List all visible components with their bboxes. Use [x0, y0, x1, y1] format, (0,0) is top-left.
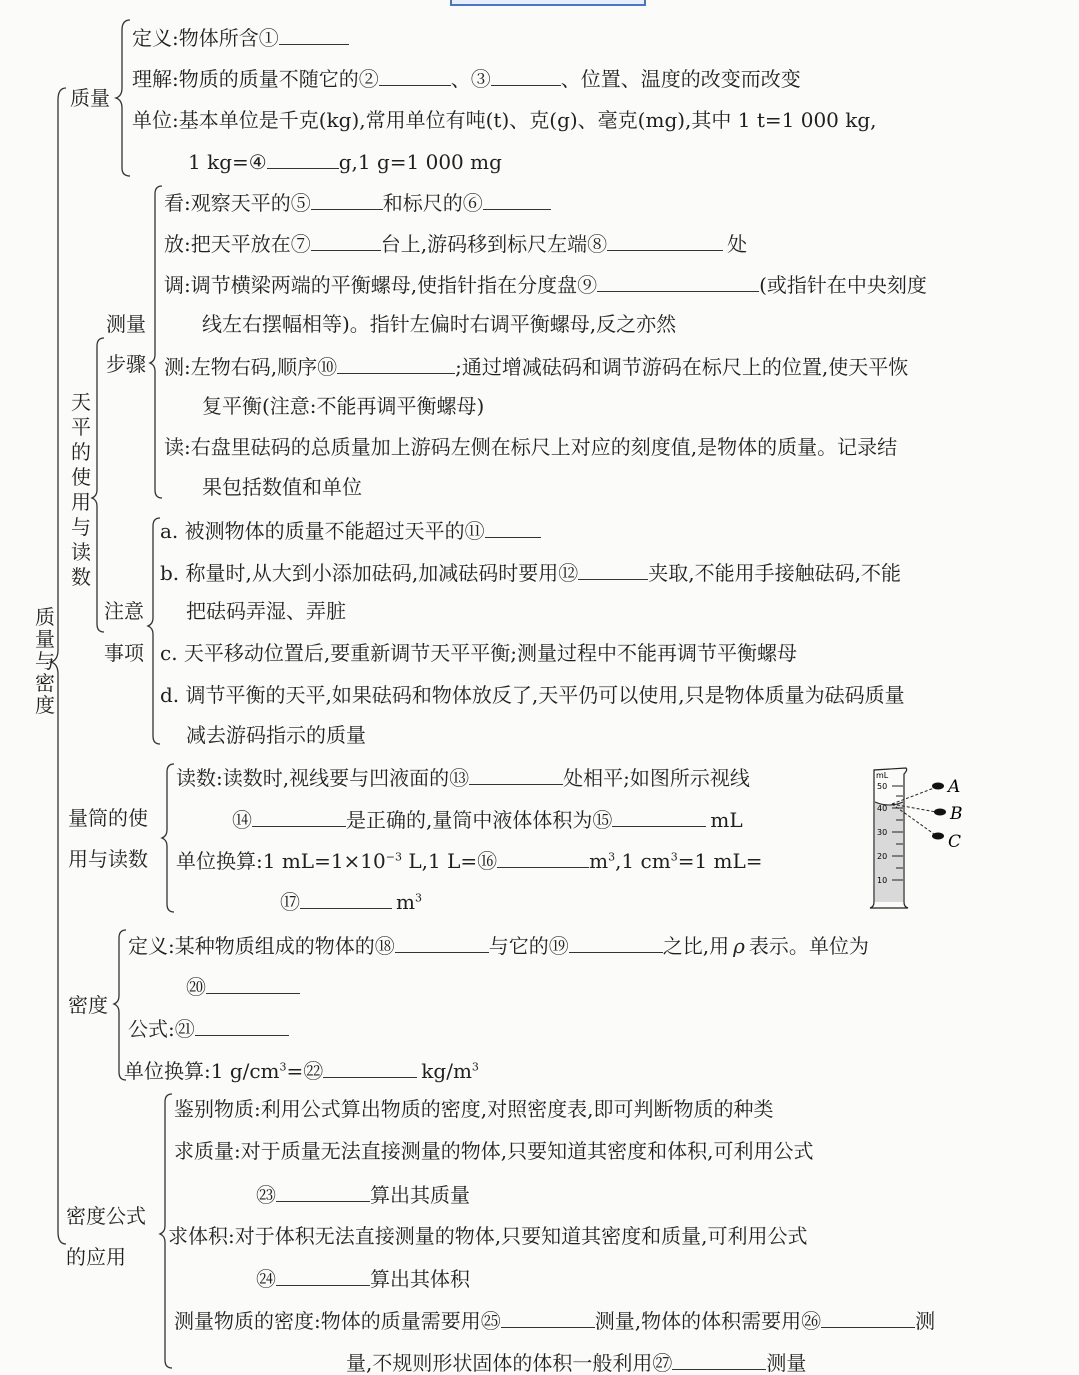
density-def-text-3: 之比,用: [662, 934, 730, 958]
blank-27[interactable]: [672, 1351, 766, 1370]
label-c: C: [948, 832, 962, 852]
step-place-text-3: 处: [727, 232, 748, 256]
graduated-cylinder-figure: [862, 764, 982, 914]
cylinder-reading-text-2: 处相平;如图所示视线: [563, 766, 750, 790]
cylinder-unit-text-1: 单位换算:1 mL=1×10: [176, 849, 386, 873]
cylinder-reading-text-3: ⑭: [232, 808, 252, 832]
mass-definition-line: [132, 26, 349, 48]
notes-title-1: 注意: [104, 599, 144, 623]
steps-bracket: [150, 186, 162, 498]
density-unit-sup-1: 3: [279, 1060, 287, 1074]
step-measure: [164, 355, 908, 377]
tick-label-40: 40: [877, 804, 888, 813]
note-d-cont: 减去游码指示的质量: [186, 723, 366, 747]
blank-9[interactable]: [597, 273, 759, 292]
note-a-text: a. 被测物体的质量不能超过天平的⑪: [160, 519, 485, 543]
step-adjust: [164, 273, 927, 295]
blank-1[interactable]: [279, 26, 349, 45]
tick-label-20: 20: [877, 852, 888, 861]
density-unit-text-2: =㉒: [286, 1059, 324, 1083]
app-measure-text-3: 测: [915, 1309, 936, 1333]
density-unit-text-1: 单位换算:1 g/cm: [124, 1059, 280, 1083]
rho-symbol: ρ: [733, 934, 745, 958]
eye-b-icon: [934, 809, 946, 816]
cylinder-unit-text-6: ⑰: [280, 890, 300, 914]
cylinder-unit-exponent: −3: [385, 850, 402, 864]
cylinder-title-2: 用与读数: [68, 847, 148, 871]
eye-a-icon: [932, 783, 944, 790]
tick-label-10: 10: [877, 876, 888, 885]
density-unit-sup-2: 3: [471, 1060, 479, 1074]
app-measure-cont: [346, 1351, 806, 1373]
app-measure-text-5: 测量: [766, 1351, 807, 1375]
cylinder-unit-text-2: L,1 L=⑯: [401, 849, 498, 873]
step-place-text-1: 放:把天平放在⑦: [164, 232, 311, 256]
blank-10[interactable]: [337, 355, 455, 374]
balance-title: 天平的使用与读数: [71, 390, 91, 589]
density-formula-text: 公式:㉑: [128, 1017, 195, 1041]
root-title: 质量与密度: [35, 605, 55, 717]
density-formula: [128, 1017, 289, 1039]
step-look: [164, 191, 551, 213]
app-measure-text-4: 量,不规则形状固体的体积一般利用㉗: [346, 1351, 673, 1375]
cylinder-unit-text-7: m: [396, 890, 415, 914]
cylinder-reading-text-1: 读数:读数时,视线要与凹液面的⑬: [176, 766, 470, 790]
blank-13[interactable]: [469, 766, 563, 785]
blank-8[interactable]: [607, 232, 723, 251]
blank-23[interactable]: [276, 1183, 370, 1202]
note-b-text-1: b. 称量时,从大到小添加砝码,加减砝码时要用⑫: [160, 561, 579, 585]
blank-20[interactable]: [206, 975, 300, 994]
note-d: d. 调节平衡的天平,如果砝码和物体放反了,天平仍可以使用,只是物体质量为砝码质量: [160, 683, 905, 707]
blank-25[interactable]: [501, 1309, 595, 1328]
cylinder-unit-sup-1: 3: [608, 850, 616, 864]
note-b-cont: 把砝码弄湿、弄脏: [186, 599, 346, 623]
cylinder-unit-sup-2: 3: [670, 850, 678, 864]
step-place: [164, 232, 747, 254]
note-b-text-2: 夹取,不能用手接触砝码,不能: [648, 561, 901, 585]
step-measure-text-1: 测:左物右码,顺序⑩: [164, 355, 338, 379]
blank-21[interactable]: [195, 1017, 289, 1036]
step-measure-cont: 复平衡(注意:不能再调平衡螺母): [202, 394, 485, 418]
cylinder-reading-text-4: 是正确的,量筒中液体体积为⑮: [346, 808, 613, 832]
steps-title-2: 步骤: [106, 352, 146, 376]
mass-unit-line-2: [188, 150, 502, 172]
mass-understanding-text-3: 、位置、温度的改变而改变: [560, 67, 801, 91]
app-volume: 求体积:对于体积无法直接测量的物体,只要知道其密度和质量,可利用公式: [168, 1224, 808, 1248]
mass-title: 质量: [70, 86, 110, 110]
cylinder-unit-cont: [280, 890, 422, 912]
blank-12[interactable]: [578, 561, 648, 580]
blank-22[interactable]: [323, 1059, 417, 1078]
density-def-text-2: 与它的⑲: [488, 934, 569, 958]
blank-24[interactable]: [276, 1267, 370, 1286]
app-volume-cont: [256, 1267, 470, 1289]
density-definition-cont: [186, 975, 300, 997]
step-look-text-2: 和标尺的⑥: [382, 191, 483, 215]
app-volume-text-a: ㉔: [256, 1267, 276, 1291]
step-measure-text-2: ;通过增减砝码和调节游码在标尺上的位置,使天平恢: [455, 355, 909, 379]
cylinder-unit-text-4: ,1 cm: [615, 849, 671, 873]
app-identify: 鉴别物质:利用公式算出物质的密度,对照密度表,即可判断物质的种类: [174, 1097, 774, 1121]
cylinder-title-1: 量筒的使: [68, 806, 148, 830]
label-b: B: [950, 804, 963, 824]
application-title-1: 密度公式: [66, 1204, 146, 1228]
density-definition: [128, 934, 869, 956]
blank-3[interactable]: [491, 67, 561, 86]
blank-2[interactable]: [379, 67, 451, 86]
note-b: [160, 561, 901, 583]
density-def-text-1: 定义:某种物质组成的物体的⑱: [128, 934, 395, 958]
mass-definition: 定义:物体所含①: [132, 26, 279, 50]
app-measure: [174, 1309, 935, 1331]
density-unit: [124, 1059, 479, 1081]
app-volume-text-b: 算出其体积: [370, 1267, 470, 1291]
mass-unit-line-1: 单位:基本单位是千克(kg),常用单位有吨(t)、克(g)、毫克(mg),其中 1 t=1 000 kg,: [132, 108, 877, 132]
blank-15[interactable]: [612, 808, 706, 827]
cylinder-unit: [176, 849, 763, 871]
blank-26[interactable]: [821, 1309, 915, 1328]
density-unit-text-3: kg/m: [421, 1059, 472, 1083]
blank-18[interactable]: [395, 934, 489, 953]
mass-bracket: [116, 20, 130, 176]
blank-4[interactable]: [267, 150, 339, 169]
blank-7[interactable]: [311, 232, 381, 251]
note-c: c. 天平移动位置后,要重新调节天平平衡;测量过程中不能再调节平衡螺母: [160, 641, 798, 665]
cylinder-unit-label: mL: [876, 771, 889, 780]
step-adjust-text-2: (或指针在中央刻度: [759, 273, 927, 297]
app-mass-text-a: ㉓: [256, 1183, 276, 1207]
application-title-2: 的应用: [66, 1245, 126, 1269]
tick-label-50: 50: [877, 782, 888, 791]
step-adjust-text-1: 调:调节横梁两端的平衡螺母,使指针指在分度盘⑨: [164, 273, 598, 297]
density-def-text-5: ⑳: [186, 975, 206, 999]
density-bracket: [114, 930, 126, 1080]
mass-unit-text-a: 1 kg=④: [188, 150, 267, 174]
mass-understanding-text-1: 理解:物质的质量不随它的②: [132, 67, 379, 91]
app-measure-text-2: 测量,物体的体积需要用㉖: [594, 1309, 822, 1333]
balance-bracket: [92, 338, 104, 632]
mass-understanding-line: [132, 67, 801, 89]
step-adjust-cont: 线左右摆幅相等)。指针左偏时右调平衡螺母,反之亦然: [202, 312, 677, 336]
step-read: 读:右盘里砝码的总质量加上游码左侧在标尺上对应的刻度值,是物体的质量。记录结: [164, 435, 898, 459]
blank-6[interactable]: [483, 191, 551, 210]
app-mass-text-b: 算出其质量: [370, 1183, 470, 1207]
step-read-cont: 果包括数值和单位: [202, 475, 362, 499]
blank-19[interactable]: [569, 934, 663, 953]
tick-label-30: 30: [877, 828, 888, 837]
cylinder-unit-text-5: =1 mL=: [677, 849, 763, 873]
blank-5[interactable]: [311, 191, 383, 210]
step-place-text-2: 台上,游码移到标尺左端⑧: [380, 232, 608, 256]
mass-understanding-text-2: 、③: [450, 67, 491, 91]
blank-16[interactable]: [497, 849, 589, 868]
app-mass: 求质量:对于质量无法直接测量的物体,只要知道其密度和体积,可利用公式: [174, 1139, 814, 1163]
note-a: [160, 519, 541, 541]
eye-c-icon: [932, 833, 944, 840]
blank-17[interactable]: [300, 890, 392, 909]
cylinder-unit-sup-3: 3: [414, 891, 422, 905]
cylinder-reading-text-5: mL: [710, 808, 743, 832]
density-def-text-4: 表示。单位为: [748, 934, 869, 958]
steps-title-1: 测量: [106, 312, 146, 336]
app-measure-text-1: 测量物质的密度:物体的质量需要用㉕: [174, 1309, 501, 1333]
density-title: 密度: [68, 993, 108, 1017]
notes-bracket: [148, 518, 160, 744]
blank-14[interactable]: [252, 808, 346, 827]
app-mass-cont: [256, 1183, 470, 1205]
label-a: A: [948, 777, 961, 797]
mass-unit-text-b: g,1 g=1 000 mg: [338, 150, 502, 174]
cylinder-reading-cont: [232, 808, 743, 830]
blank-11[interactable]: [485, 519, 541, 538]
cylinder-unit-text-3: m: [589, 849, 609, 873]
step-look-text-1: 看:观察天平的⑤: [164, 191, 311, 215]
notes-title-2: 事项: [104, 641, 144, 665]
cylinder-reading: [176, 766, 750, 788]
cylinder-bracket: [162, 764, 174, 912]
